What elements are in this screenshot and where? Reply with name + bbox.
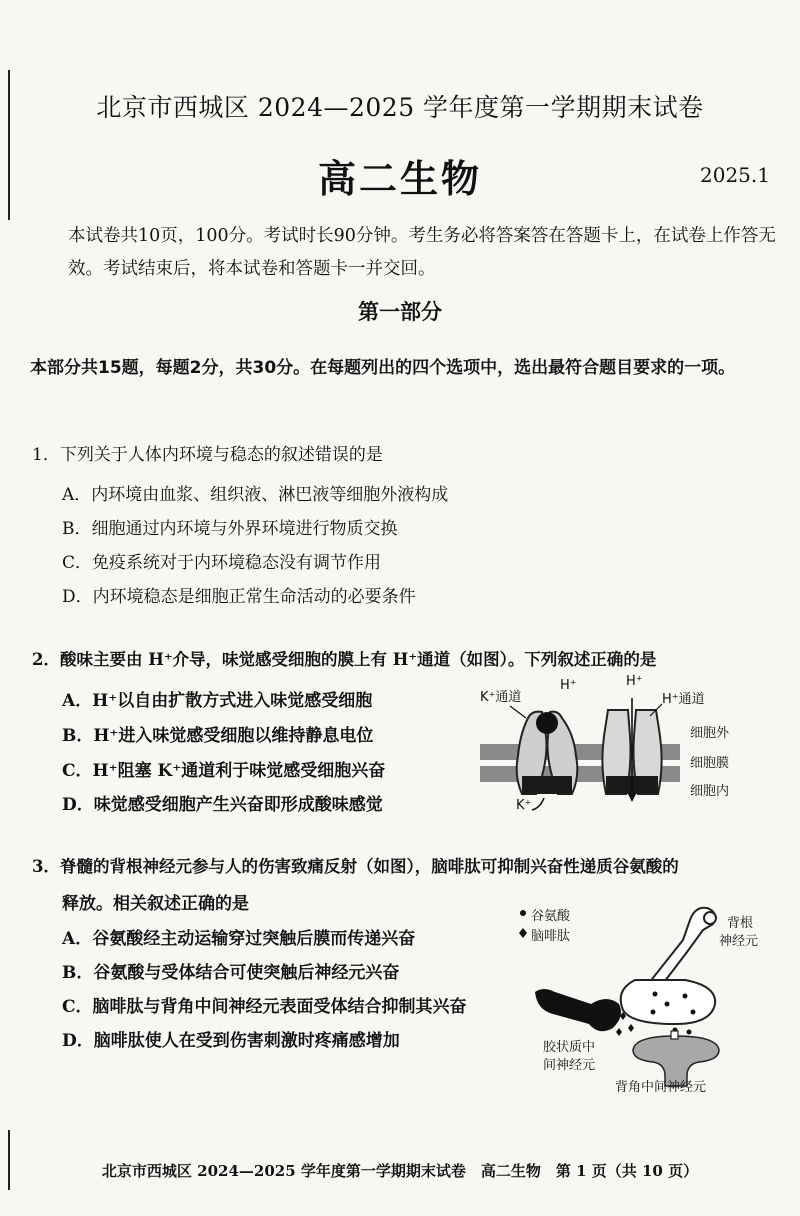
k-channel-label: K⁺通道	[480, 690, 522, 705]
enkephalin-legend-diamond	[519, 928, 527, 938]
exam-date: 2025.1	[700, 163, 770, 187]
glial-interneuron	[535, 989, 621, 1031]
question-1-option-c: C．免疫系统对于内环境稳态没有调节作用	[62, 553, 382, 573]
receptor	[671, 1031, 678, 1039]
dorsal-horn-label: 背角中间神经元	[615, 1080, 707, 1095]
h-ion-label-left: H⁺	[560, 678, 577, 693]
question-1-option-b: B．细胞通过内环境与外界环境进行物质交换	[62, 519, 398, 539]
question-3-option-b: B．谷氨酸与受体结合可使突触后神经元兴奋	[62, 963, 400, 983]
question-2-stem: 2．酸味主要由 H⁺介导，味觉感受细胞的膜上有 H⁺通道（如图）。下列叙述正确的是	[32, 650, 657, 669]
exam-instructions: 本试卷共10页，100分。考试时长90分钟。考生务必将答案答在答题卡上，在试卷上作答无效。考试结束后，将本试卷和答题卡一并交回。	[68, 226, 776, 279]
exam-title: 北京市西城区 2024—2025 学年度第一学期期末试卷	[96, 93, 704, 122]
h-channel-label: H⁺通道	[662, 692, 705, 707]
question-3-option-a: A．谷氨酸经主动运输穿过突触后膜而传递兴奋	[62, 929, 416, 949]
cell-inside-label: 细胞内	[690, 784, 730, 799]
question-2-option-d: D．味觉感受细胞产生兴奋即形成酸味感觉	[62, 795, 383, 815]
glutamate-legend-dot	[520, 910, 526, 916]
question-2-option-c: C．H⁺阻塞 K⁺通道利于味觉感受细胞兴奋	[62, 761, 386, 781]
question-1-option-a: A．内环境由血浆、组织液、淋巴液等细胞外液构成	[62, 485, 449, 505]
k-ion-label: K⁺	[516, 798, 532, 813]
enkephalin-legend-label: 脑啡肽	[531, 929, 571, 944]
k-ion-arrow	[532, 798, 544, 810]
cell-membrane-label: 细胞膜	[690, 756, 730, 771]
question-3-stem-line-2: 释放。相关叙述正确的是	[62, 894, 249, 914]
k-channel-pointer	[510, 706, 526, 718]
axon-node	[704, 912, 716, 924]
h-ion-arrow-head	[627, 792, 637, 802]
glutamate-legend-label: 谷氨酸	[531, 909, 571, 924]
ion-channel-figure	[470, 676, 770, 816]
glutamate-dot	[691, 1010, 696, 1015]
subject-title: 高二生物	[317, 157, 482, 201]
question-2-option-b: B．H⁺进入味觉感受细胞以维持静息电位	[62, 726, 374, 746]
question-1-option-d: D．内环境稳态是细胞正常生命活动的必要条件	[62, 587, 416, 607]
h-ion-label-right: H⁺	[626, 674, 643, 689]
cell-outside-label: 细胞外	[690, 726, 730, 741]
synapse-figure	[515, 900, 780, 1095]
page-footer: 北京市西城区 2024—2025 学年度第一学期期末试卷 高二生物 第 1 页（共 10 页）	[101, 1162, 699, 1180]
question-3-stem-line-1: 3．脊髓的背根神经元参与人的伤害致痛反射（如图），脑啡肽可抑制兴奋性递质谷氨酸的	[32, 857, 679, 876]
glutamate-dot	[665, 1002, 670, 1007]
dorsal-root-label-2: 神经元	[719, 934, 759, 949]
enkephalin-diamond	[628, 1024, 634, 1032]
question-2-option-a: A．H⁺以自由扩散方式进入味觉感受细胞	[62, 691, 373, 711]
part-intro: 本部分共15题，每题2分，共30分。在每题列出的四个选项中，选出最符合题目要求的一项。	[30, 358, 736, 378]
question-1-stem: 1．下列关于人体内环境与稳态的叙述错误的是	[32, 445, 383, 465]
glial-interneuron-label-2: 间神经元	[543, 1058, 596, 1073]
question-3-option-c: C．脑啡肽与背角中间神经元表面受体结合抑制其兴奋	[62, 997, 467, 1017]
glutamate-dot	[683, 994, 688, 999]
part-title: 第一部分	[358, 300, 442, 324]
h-ion-blocking	[536, 712, 558, 734]
glutamate-dot	[687, 1030, 692, 1035]
dorsal-root-label-1: 背根	[727, 916, 754, 931]
glutamate-dot	[653, 992, 658, 997]
question-3-option-d: D．脑啡肽使人在受到伤害刺激时疼痛感增加	[62, 1031, 400, 1051]
enkephalin-diamond	[616, 1028, 622, 1036]
glutamate-dot	[651, 1010, 656, 1015]
glial-interneuron-label-1: 胶状质中	[543, 1040, 596, 1055]
k-channel-dark-base	[522, 776, 572, 794]
